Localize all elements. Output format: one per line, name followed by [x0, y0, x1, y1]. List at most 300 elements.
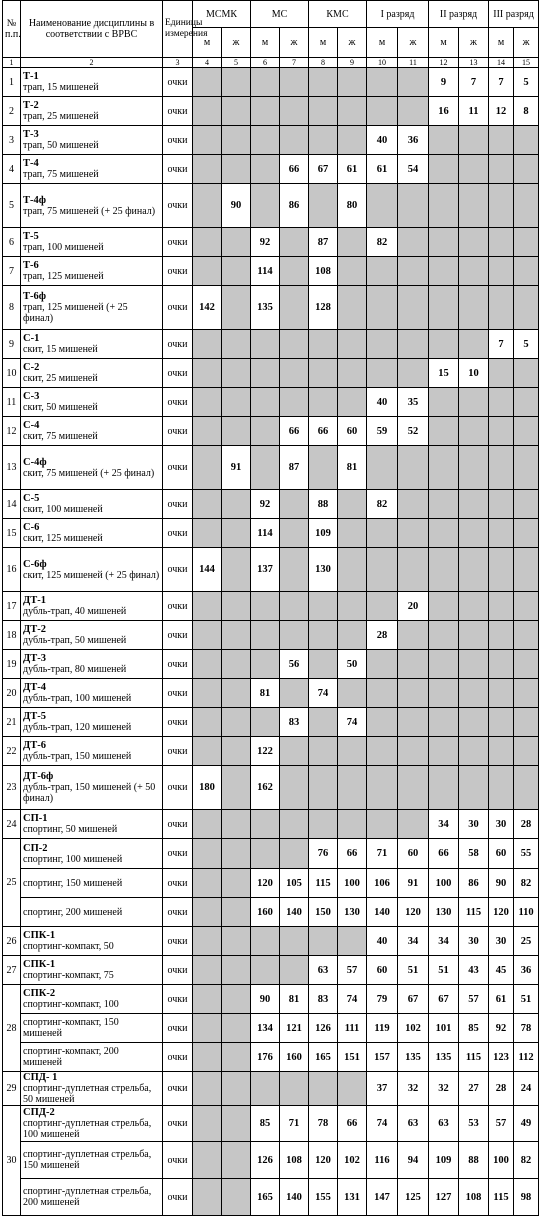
discipline-code: Т-1 — [23, 71, 39, 82]
empty-cell — [280, 519, 309, 548]
empty-cell — [309, 766, 338, 810]
empty-cell — [251, 446, 280, 490]
score-cell: 49 — [514, 1106, 539, 1142]
empty-cell — [398, 286, 429, 330]
discipline-code: СПК-2 — [23, 988, 56, 999]
score-cell: 106 — [367, 869, 398, 898]
score-cell: 57 — [489, 1106, 514, 1142]
empty-cell — [398, 490, 429, 519]
column-index: 2 — [21, 58, 163, 68]
header-sex-female: ж — [222, 28, 251, 58]
score-cell: 25 — [514, 927, 539, 956]
standards-table — [2, 0, 539, 1216]
empty-cell — [222, 708, 251, 737]
header-sex-male: м — [429, 28, 459, 58]
empty-cell — [514, 490, 539, 519]
empty-cell — [193, 1142, 222, 1179]
header-sex-male: м — [489, 28, 514, 58]
score-cell: 83 — [280, 708, 309, 737]
row-number: 10 — [3, 359, 21, 388]
score-cell: 85 — [251, 1106, 280, 1142]
empty-cell — [367, 737, 398, 766]
empty-cell — [429, 286, 459, 330]
score-cell: 34 — [429, 810, 459, 839]
empty-cell — [514, 519, 539, 548]
unit-cell: очки — [163, 737, 193, 766]
empty-cell — [398, 737, 429, 766]
empty-cell — [429, 592, 459, 621]
empty-cell — [459, 490, 489, 519]
discipline-cell — [21, 228, 163, 257]
score-cell: 83 — [309, 985, 338, 1014]
discipline-cell — [21, 839, 163, 869]
unit-cell: очки — [163, 679, 193, 708]
empty-cell — [398, 519, 429, 548]
score-cell: 32 — [398, 1072, 429, 1106]
empty-cell — [459, 417, 489, 446]
score-cell: 87 — [280, 446, 309, 490]
unit-cell: очки — [163, 519, 193, 548]
header-discipline: Наименование дисциплины в соответствии с ВРВС — [21, 1, 163, 58]
score-cell: 60 — [367, 956, 398, 985]
empty-cell — [222, 1014, 251, 1043]
score-cell: 66 — [338, 839, 367, 869]
discipline-name: дубль-трап, 50 мишеней — [23, 635, 127, 646]
empty-cell — [489, 708, 514, 737]
empty-cell — [514, 592, 539, 621]
empty-cell — [280, 956, 309, 985]
unit-cell: очки — [163, 228, 193, 257]
score-cell: 28 — [514, 810, 539, 839]
table-row — [3, 839, 539, 869]
empty-cell — [222, 68, 251, 97]
table-row — [3, 1072, 539, 1106]
row-number: 14 — [3, 490, 21, 519]
unit-cell: очки — [163, 839, 193, 869]
row-number: 8 — [3, 286, 21, 330]
discipline-code: С-4ф — [23, 456, 47, 468]
empty-cell — [280, 126, 309, 155]
empty-cell — [489, 417, 514, 446]
score-cell: 40 — [367, 927, 398, 956]
score-cell: 108 — [309, 257, 338, 286]
empty-cell — [338, 359, 367, 388]
score-cell: 100 — [338, 869, 367, 898]
score-cell: 66 — [280, 417, 309, 446]
row-number: 1 — [3, 68, 21, 97]
empty-cell — [222, 1142, 251, 1179]
empty-cell — [222, 1179, 251, 1216]
unit-cell: очки — [163, 184, 193, 228]
score-cell: 60 — [338, 417, 367, 446]
empty-cell — [251, 708, 280, 737]
discipline-code: С-5 — [23, 493, 40, 504]
score-cell: 90 — [222, 184, 251, 228]
empty-cell — [367, 68, 398, 97]
empty-cell — [398, 548, 429, 592]
empty-cell — [514, 417, 539, 446]
score-cell: 180 — [193, 766, 222, 810]
score-cell: 43 — [459, 956, 489, 985]
unit-cell: очки — [163, 388, 193, 417]
empty-cell — [338, 286, 367, 330]
header-row — [3, 1, 539, 28]
discipline-cell — [21, 446, 163, 490]
empty-cell — [367, 592, 398, 621]
score-cell: 30 — [459, 927, 489, 956]
score-cell: 100 — [489, 1142, 514, 1179]
empty-cell — [398, 97, 429, 126]
empty-cell — [193, 126, 222, 155]
discipline-code: Т-6 — [23, 260, 39, 271]
score-cell: 150 — [309, 898, 338, 927]
row-number: 9 — [3, 330, 21, 359]
table-row — [3, 650, 539, 679]
empty-cell — [459, 519, 489, 548]
header-index-row — [3, 58, 539, 68]
empty-cell — [398, 257, 429, 286]
empty-cell — [514, 679, 539, 708]
score-cell: 16 — [429, 97, 459, 126]
table-row — [3, 184, 539, 228]
empty-cell — [367, 286, 398, 330]
empty-cell — [280, 927, 309, 956]
empty-cell — [398, 650, 429, 679]
score-cell: 27 — [459, 1072, 489, 1106]
score-cell: 116 — [367, 1142, 398, 1179]
table-row — [3, 155, 539, 184]
header-rank-group: III разряд — [489, 1, 539, 28]
score-cell: 157 — [367, 1043, 398, 1072]
unit-cell: очки — [163, 286, 193, 330]
table-row — [3, 446, 539, 490]
score-cell: 63 — [429, 1106, 459, 1142]
discipline-cell — [21, 68, 163, 97]
score-cell: 130 — [309, 548, 338, 592]
score-cell: 74 — [309, 679, 338, 708]
table-row — [3, 388, 539, 417]
discipline-name: трап, 50 мишеней — [23, 140, 99, 151]
score-cell: 109 — [429, 1142, 459, 1179]
discipline-name: дубль-трап, 100 мишеней — [23, 693, 132, 704]
empty-cell — [398, 68, 429, 97]
empty-cell — [367, 548, 398, 592]
discipline-cell — [21, 1142, 163, 1179]
empty-cell — [489, 519, 514, 548]
unit-cell: очки — [163, 490, 193, 519]
discipline-cell — [21, 927, 163, 956]
empty-cell — [459, 708, 489, 737]
discipline-cell — [21, 417, 163, 446]
score-cell: 137 — [251, 548, 280, 592]
empty-cell — [338, 679, 367, 708]
empty-cell — [459, 286, 489, 330]
empty-cell — [193, 97, 222, 126]
header-sex-female: ж — [514, 28, 539, 58]
unit-cell: очки — [163, 1014, 193, 1043]
empty-cell — [429, 708, 459, 737]
score-cell: 10 — [459, 359, 489, 388]
score-cell: 66 — [309, 417, 338, 446]
empty-cell — [251, 839, 280, 869]
unit-cell: очки — [163, 417, 193, 446]
row-number: 21 — [3, 708, 21, 737]
discipline-name: скит, 75 мишеней (+ 25 финал) — [23, 467, 155, 479]
score-cell: 9 — [429, 68, 459, 97]
score-cell: 81 — [338, 446, 367, 490]
score-cell: 126 — [309, 1014, 338, 1043]
discipline-cell — [21, 1179, 163, 1216]
score-cell: 105 — [280, 869, 309, 898]
empty-cell — [309, 97, 338, 126]
empty-cell — [193, 490, 222, 519]
empty-cell — [429, 621, 459, 650]
empty-cell — [338, 126, 367, 155]
empty-cell — [280, 839, 309, 869]
empty-cell — [514, 737, 539, 766]
empty-cell — [429, 490, 459, 519]
unit-cell: очки — [163, 1179, 193, 1216]
discipline-cell — [21, 286, 163, 330]
discipline-name: спортинг-дуплетная стрельба, 200 мишеней — [23, 1186, 152, 1208]
header-sex-female: ж — [459, 28, 489, 58]
unit-cell: очки — [163, 330, 193, 359]
column-index: 10 — [367, 58, 398, 68]
row-number: 29 — [3, 1072, 21, 1106]
score-cell: 120 — [251, 869, 280, 898]
discipline-name: трап, 75 мишеней (+ 25 финал) — [23, 205, 156, 217]
discipline-name: дубль-трап, 120 мишеней — [23, 722, 132, 733]
empty-cell — [514, 388, 539, 417]
empty-cell — [193, 446, 222, 490]
empty-cell — [309, 446, 338, 490]
empty-cell — [222, 737, 251, 766]
discipline-name: спортинг-компакт, 150 мишеней — [23, 1017, 119, 1039]
empty-cell — [193, 956, 222, 985]
empty-cell — [280, 359, 309, 388]
score-cell: 86 — [459, 869, 489, 898]
score-cell: 140 — [367, 898, 398, 927]
column-index: 11 — [398, 58, 429, 68]
score-cell: 87 — [309, 228, 338, 257]
score-cell: 91 — [398, 869, 429, 898]
score-cell: 71 — [280, 1106, 309, 1142]
discipline-cell — [21, 1072, 163, 1106]
score-cell: 128 — [309, 286, 338, 330]
header-rank-group: МСМК — [193, 1, 251, 28]
discipline-code: С-6ф — [23, 558, 47, 570]
score-cell: 101 — [429, 1014, 459, 1043]
discipline-code: ДТ-6 — [23, 740, 46, 751]
score-cell: 88 — [309, 490, 338, 519]
empty-cell — [222, 621, 251, 650]
score-cell: 92 — [251, 228, 280, 257]
score-cell: 74 — [338, 708, 367, 737]
unit-cell: очки — [163, 97, 193, 126]
empty-cell — [193, 985, 222, 1014]
discipline-name: трап, 125 мишеней (+ 25 финал) — [23, 302, 128, 324]
header-sex-male: м — [309, 28, 338, 58]
discipline-name: трап, 15 мишеней — [23, 82, 99, 93]
empty-cell — [251, 956, 280, 985]
empty-cell — [514, 126, 539, 155]
header-rank-group: II разряд — [429, 1, 489, 28]
score-cell: 176 — [251, 1043, 280, 1072]
empty-cell — [193, 737, 222, 766]
score-cell: 81 — [280, 985, 309, 1014]
discipline-cell — [21, 126, 163, 155]
score-cell: 102 — [398, 1014, 429, 1043]
discipline-name: дубль-трап, 150 мишеней — [23, 751, 132, 762]
empty-cell — [514, 650, 539, 679]
empty-cell — [429, 330, 459, 359]
empty-cell — [367, 679, 398, 708]
empty-cell — [514, 184, 539, 228]
discipline-code: ДТ-3 — [23, 653, 46, 664]
empty-cell — [222, 548, 251, 592]
score-cell: 119 — [367, 1014, 398, 1043]
empty-cell — [193, 417, 222, 446]
empty-cell — [222, 490, 251, 519]
score-cell: 130 — [338, 898, 367, 927]
empty-cell — [309, 708, 338, 737]
score-cell: 8 — [514, 97, 539, 126]
score-cell: 34 — [429, 927, 459, 956]
unit-cell: очки — [163, 592, 193, 621]
discipline-code: СП-2 — [23, 842, 48, 854]
empty-cell — [280, 388, 309, 417]
score-cell: 140 — [280, 1179, 309, 1216]
table-row — [3, 679, 539, 708]
row-number: 19 — [3, 650, 21, 679]
empty-cell — [429, 519, 459, 548]
empty-cell — [222, 286, 251, 330]
discipline-name: скит, 100 мишеней — [23, 504, 103, 515]
table-row — [3, 1142, 539, 1179]
score-cell: 79 — [367, 985, 398, 1014]
empty-cell — [429, 184, 459, 228]
empty-cell — [193, 1106, 222, 1142]
discipline-name: скит, 15 мишеней — [23, 344, 98, 355]
score-cell: 100 — [429, 869, 459, 898]
empty-cell — [367, 257, 398, 286]
score-cell: 34 — [398, 927, 429, 956]
discipline-code: С-6 — [23, 522, 40, 533]
score-cell: 108 — [280, 1142, 309, 1179]
empty-cell — [489, 155, 514, 184]
score-cell: 66 — [429, 839, 459, 869]
empty-cell — [193, 1072, 222, 1106]
unit-cell: очки — [163, 1142, 193, 1179]
empty-cell — [489, 359, 514, 388]
empty-cell — [338, 257, 367, 286]
empty-cell — [429, 388, 459, 417]
score-cell: 67 — [429, 985, 459, 1014]
empty-cell — [398, 708, 429, 737]
discipline-name: спортинг-компакт, 50 — [23, 941, 114, 952]
table-row — [3, 126, 539, 155]
unit-cell: очки — [163, 810, 193, 839]
discipline-name: спортинг-дуплетная стрельба, 150 мишеней — [23, 1149, 152, 1171]
row-number: 4 — [3, 155, 21, 184]
discipline-cell — [21, 869, 163, 898]
empty-cell — [489, 286, 514, 330]
score-cell: 66 — [338, 1106, 367, 1142]
empty-cell — [309, 1072, 338, 1106]
score-cell: 60 — [489, 839, 514, 869]
score-cell: 135 — [429, 1043, 459, 1072]
score-cell: 86 — [280, 184, 309, 228]
row-number: 16 — [3, 548, 21, 592]
discipline-name: дубль-трап, 150 мишеней (+ 50 финал) — [23, 782, 156, 804]
score-cell: 115 — [309, 869, 338, 898]
score-cell: 147 — [367, 1179, 398, 1216]
score-cell: 135 — [251, 286, 280, 330]
empty-cell — [222, 1106, 251, 1142]
score-cell: 54 — [398, 155, 429, 184]
empty-cell — [193, 810, 222, 839]
row-number: 6 — [3, 228, 21, 257]
discipline-code: Т-4ф — [23, 194, 47, 206]
empty-cell — [251, 927, 280, 956]
discipline-code: С-3 — [23, 391, 40, 402]
empty-cell — [514, 359, 539, 388]
discipline-name: скит, 50 мишеней — [23, 402, 98, 413]
score-cell: 57 — [338, 956, 367, 985]
table-row — [3, 97, 539, 126]
empty-cell — [251, 621, 280, 650]
discipline-name: трап, 100 мишеней — [23, 242, 104, 253]
empty-cell — [193, 1043, 222, 1072]
empty-cell — [193, 927, 222, 956]
score-cell: 108 — [459, 1179, 489, 1216]
score-cell: 165 — [309, 1043, 338, 1072]
header-sex-male: м — [251, 28, 280, 58]
empty-cell — [309, 184, 338, 228]
discipline-name: скит, 125 мишеней (+ 25 финал) — [23, 569, 160, 581]
empty-cell — [338, 228, 367, 257]
discipline-cell — [21, 679, 163, 708]
score-cell: 85 — [459, 1014, 489, 1043]
table-row — [3, 869, 539, 898]
score-cell: 30 — [459, 810, 489, 839]
empty-cell — [222, 126, 251, 155]
table-row — [3, 621, 539, 650]
empty-cell — [429, 446, 459, 490]
empty-cell — [398, 766, 429, 810]
row-number: 23 — [3, 766, 21, 810]
empty-cell — [251, 126, 280, 155]
score-cell: 92 — [489, 1014, 514, 1043]
empty-cell — [459, 621, 489, 650]
score-cell: 115 — [459, 898, 489, 927]
table-row — [3, 417, 539, 446]
row-number: 27 — [3, 956, 21, 985]
discipline-code: СП-1 — [23, 813, 48, 824]
discipline-code: СПД-2 — [23, 1107, 55, 1118]
score-cell: 61 — [489, 985, 514, 1014]
table-row — [3, 257, 539, 286]
row-number: 30 — [3, 1106, 21, 1216]
table-row — [3, 898, 539, 927]
empty-cell — [338, 97, 367, 126]
empty-cell — [280, 257, 309, 286]
empty-cell — [367, 330, 398, 359]
discipline-cell — [21, 359, 163, 388]
empty-cell — [222, 1043, 251, 1072]
score-cell: 90 — [489, 869, 514, 898]
row-number: 24 — [3, 810, 21, 839]
